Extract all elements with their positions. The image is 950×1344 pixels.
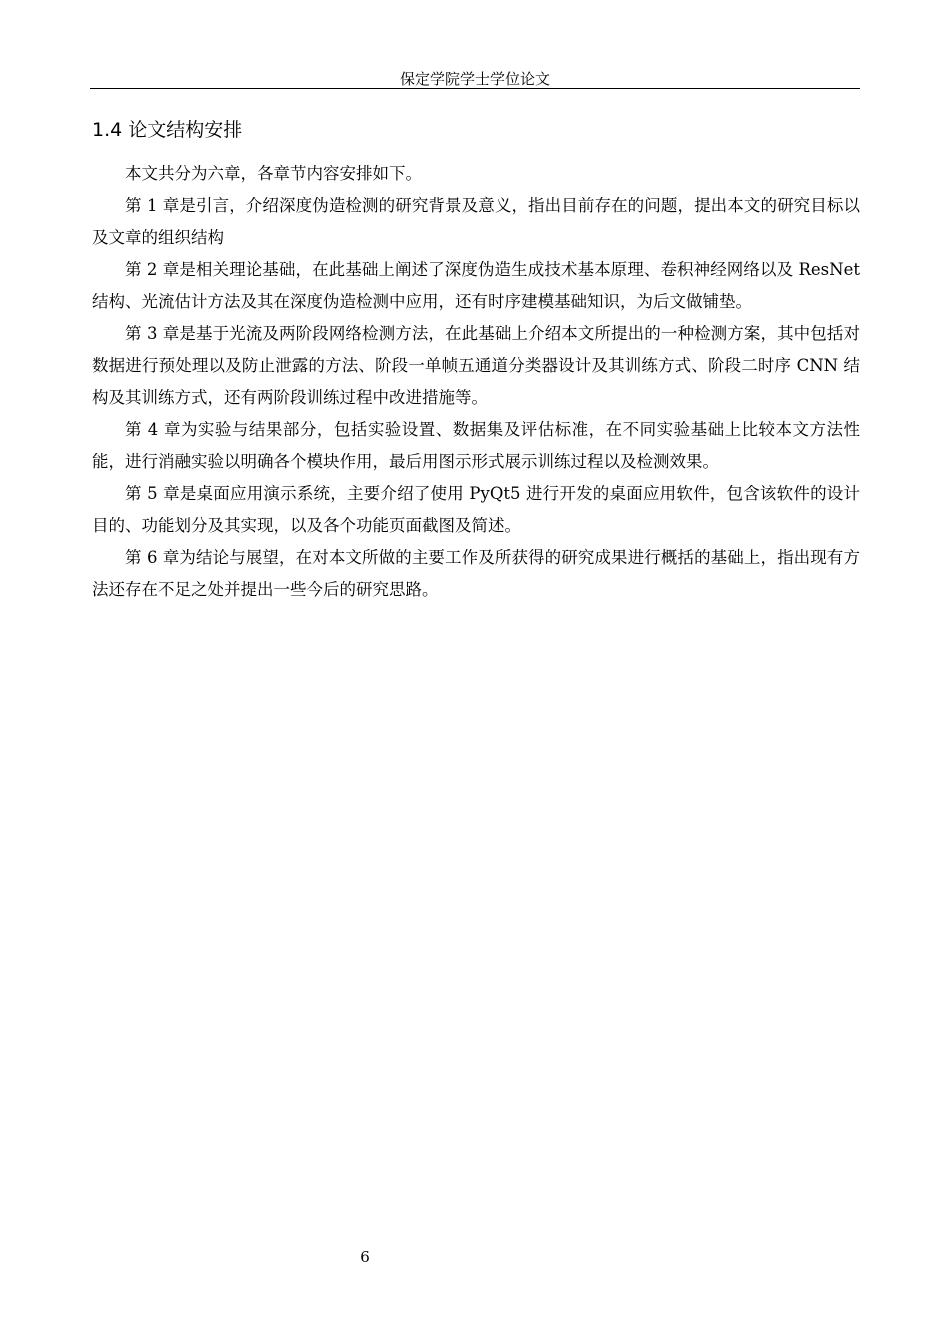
section-title: 1.4 论文结构安排 (92, 119, 243, 141)
page-number: 6 (360, 1248, 370, 1266)
paragraph-chapter-6: 第 6 章为结论与展望，在对本文所做的主要工作及所获得的研究成果进行概括的基础上，指出现有方法还存在不足之处并提出一些今后的研究思路。 (92, 548, 860, 599)
paragraph-chapter-5: 第 5 章是桌面应用演示系统，主要介绍了使用 PyQt5 进行开发的桌面应用软件，包含该软件的设计目的、功能划分及其实现，以及各个功能页面截图及简述。 (92, 484, 860, 535)
paragraph-chapter-4: 第 4 章为实验与结果部分，包括实验设置、数据集及评估标准，在不同实验基础上比较本文方法性能，进行消融实验以明确各个模块作用，最后用图示形式展示训练过程以及检测效果。 (92, 420, 860, 471)
paragraph-chapter-2: 第 2 章是相关理论基础，在此基础上阐述了深度伪造生成技术基本原理、卷积神经网络以及 ResNet 结构、光流估计方法及其在深度伪造检测中应用，还有时序建模基础知识，为后文做铺垫。 (92, 260, 860, 311)
paragraph-chapter-3: 第 3 章是基于光流及两阶段网络检测方法，在此基础上介绍本文所提出的一种检测方案，其中包括对数据进行预处理以及防止泄露的方法、阶段一单帧五通道分类器设计及其训练方式、阶段二时序 CNN 结构及其训练方式，还有两阶段训练过程中改进措施等。 (92, 324, 860, 407)
header-rule (90, 88, 860, 89)
paragraph-intro: 本文共分为六章，各章节内容安排如下。 (125, 164, 422, 183)
paragraph-chapter-1: 第 1 章是引言，介绍深度伪造检测的研究背景及意义，指出目前存在的问题，提出本文的研究目标以及文章的组织结构 (92, 196, 860, 247)
running-header: 保定学院学士学位论文 (399, 70, 550, 88)
body-text (92, 158, 860, 606)
